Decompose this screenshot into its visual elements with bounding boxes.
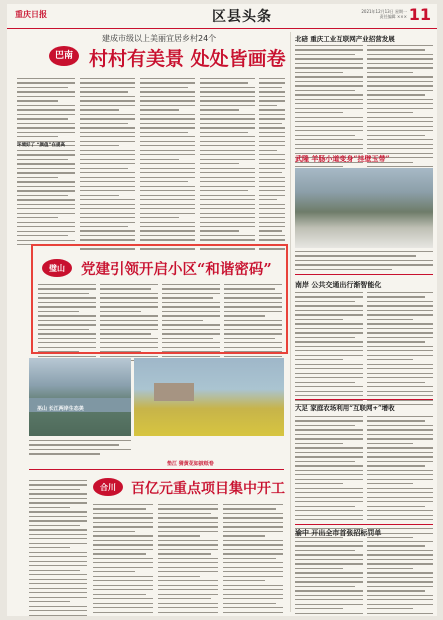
right-story5-headline: 渝中 开出全市首张招标罚单 [295,528,382,537]
photo-dianjiang-flowers [134,358,284,436]
photo-caption-dianjiang: 垫江 猜黄花如披纸卷 [167,461,214,467]
highlight-col1 [38,284,96,365]
right-story2-headline: 武隆 羊肠小道变身“挂壁玉带” [295,154,390,163]
editor-line: 责任编辑 ××× [379,14,407,19]
column-divider [290,32,291,612]
right-story5-col2 [367,541,433,616]
page-number: 11 [408,5,431,24]
subhead-environment: 环境好了 “颜值”在提高 [17,143,65,148]
bottom-col1 [29,480,87,616]
top-story-col2 [80,78,135,253]
top-story-subtitle: 建成市级以上美丽宜居乡村24个 [102,34,217,43]
region-tag-bishan: 璧山 [42,259,72,277]
date-block [361,9,407,19]
bottom-col3 [158,504,218,616]
region-tag-hechuan: 合川 [93,478,123,496]
right-story4-col2 [367,416,433,542]
region-tag-banan: 巴南 [49,46,79,66]
date-line: 2021年12月13日 星期一 [361,9,407,14]
right-story5-col1 [295,541,363,616]
bottom-col4 [223,504,283,616]
top-story-col5 [259,78,285,253]
photo-caption-text [29,440,131,458]
highlight-story-headline: 党建引领开启小区“和谐密码” [81,261,272,278]
newspaper-logo: 重庆日报 [15,10,47,19]
highlight-col3 [162,284,220,365]
photo-caption-wushan: 巫山 长江两岸生态美 [37,406,84,412]
bottom-story-headline: 百亿元重点项目集中开工 [131,481,285,497]
top-story-col4 [200,78,255,253]
top-story-col3 [140,78,195,253]
bottom-col2 [93,504,153,616]
right-story1-headline: 北碚 重庆工业互联网产业招营发展 [295,35,395,43]
right-story3-headline: 南岸 公共交通出行渐智能化 [295,280,382,289]
highlight-col4 [224,284,282,365]
top-story-headline: 村村有美景 处处皆画卷 [89,48,286,70]
photo-wulong-road [295,168,433,248]
right-story4-col1 [295,416,363,542]
right-story3-col2 [367,292,433,409]
right-story3-col1 [295,292,363,409]
section-title: 区县头条 [212,9,272,25]
right-story2-caption [295,251,433,273]
right-story4-headline: 大足 家庭农场利用“互联网+”增收 [295,404,395,412]
highlight-col2 [100,284,158,365]
newspaper-page [7,4,437,616]
page-header [7,4,437,29]
photo-wushan-river [29,358,131,436]
